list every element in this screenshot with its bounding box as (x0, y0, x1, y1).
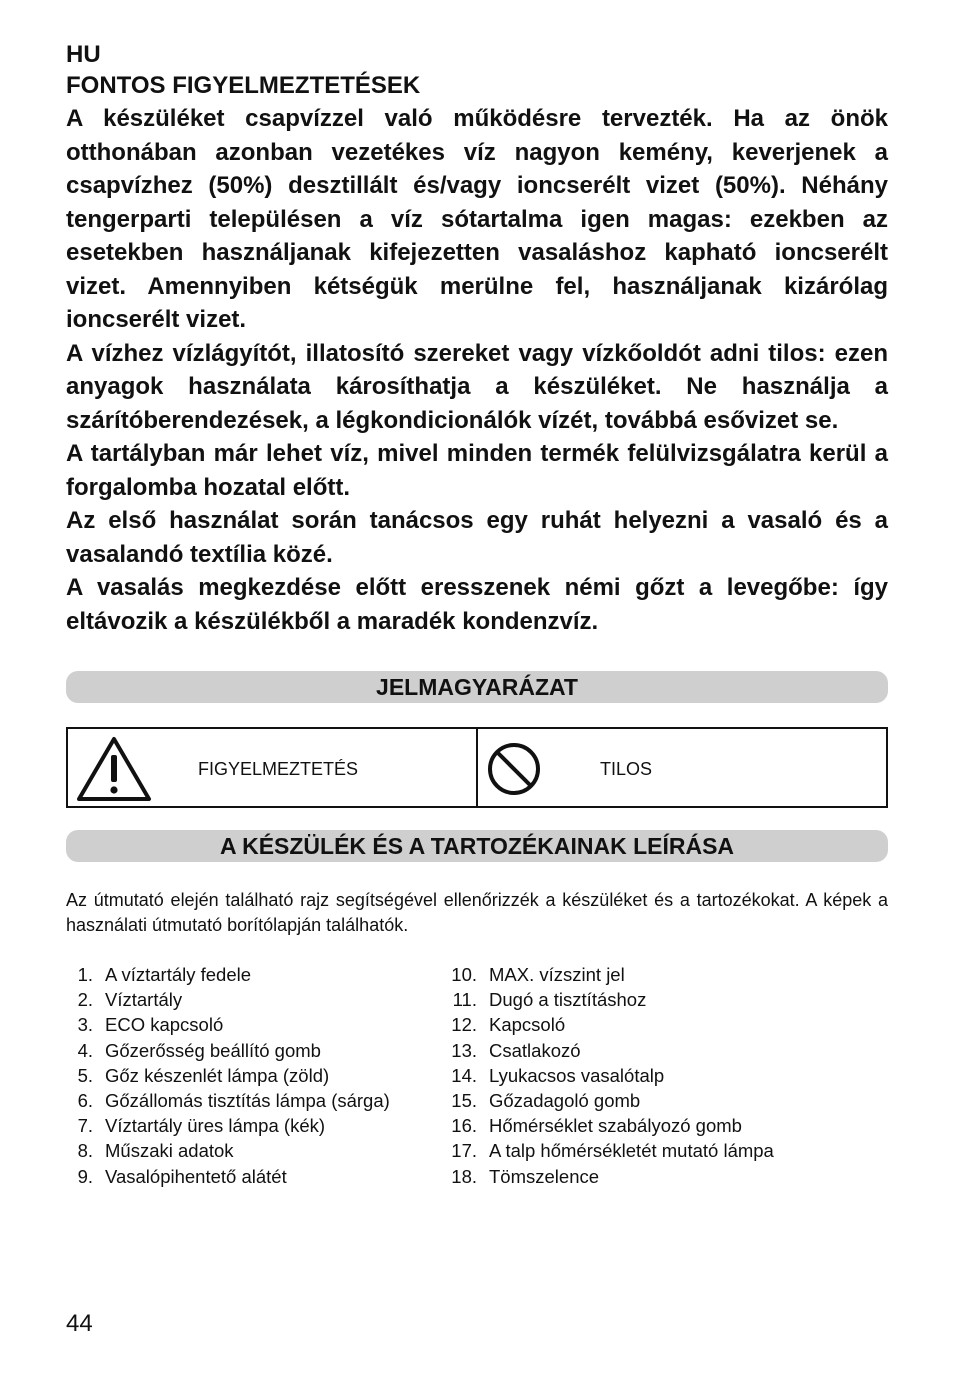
language-code: HU (66, 41, 101, 68)
list-item (66, 1164, 441, 1189)
parts-list (66, 962, 888, 1189)
list-item (441, 1012, 774, 1037)
item-label: Víztartály üres lámpa (kék) (105, 1115, 326, 1137)
list-item (66, 987, 441, 1012)
item-label: Lyukacsos vasalótalp (489, 1064, 665, 1086)
item-label: Vasalópihentető alátét (105, 1165, 287, 1187)
list-item (66, 1088, 441, 1113)
page-number: 44 (66, 1310, 93, 1337)
item-label: Dugó a tisztításhoz (489, 989, 647, 1011)
list-item (66, 1038, 441, 1063)
list-item (66, 962, 441, 987)
item-label: Gőzadagoló gomb (489, 1090, 641, 1112)
legend-title: JELMAGYARÁZAT (376, 673, 578, 700)
description-title-bar (66, 830, 888, 862)
item-label: Műszaki adatok (105, 1140, 234, 1162)
warning-label: FIGYELMEZTETÉS (198, 759, 359, 779)
legend-cell-warning (68, 729, 476, 806)
item-number: 10. (451, 964, 477, 985)
page-content (66, 40, 888, 1189)
warning-paragraph: A készüléket csapvízzel való működésre tervezték. Ha az önök otthonában azonban vezetékes víz nagyon kemény, keverjenek a csapvízhez (50%) desztillált és/vagy ioncserélt vizet (50%). Néhány tengerparti településen a víz sótartalma igen magas: ezekben az esetekben használjanak kifejezetten vasaláshoz kapható ioncserélt vizet. Amennyiben kétségük merülne fel, használjanak kizárólag ioncserélt vizet. (66, 105, 888, 333)
list-item (441, 987, 774, 1012)
item-label: Gőz készenlét lámpa (zöld) (105, 1064, 330, 1086)
item-label: MAX. vízszint jel (489, 964, 625, 985)
list-item (66, 1138, 441, 1163)
prohibited-icon (486, 741, 542, 797)
warning-paragraph: A vízhez vízlágyítót, illatosító szereket vagy vízkőoldót adni tilos: ezen anyagok használata károsíthatja a készüléket. Ne használja a szárítóberendezések, a légkondicionálók vízét, továbbá esővizet se. (66, 339, 888, 434)
legend-cell-forbidden (476, 729, 886, 806)
list-item (441, 1088, 774, 1113)
list-item (441, 1138, 774, 1163)
item-number: 1. (77, 964, 93, 985)
description-intro: Az útmutató elején található rajz segítségével ellenőrizzék a készüléket és a tartozékokat. A képek a használati útmutató borítólapján találhatók. (66, 890, 888, 935)
item-number: 11. (452, 989, 477, 1011)
list-item (66, 1063, 441, 1088)
item-label: Kapcsoló (489, 1014, 566, 1036)
list-item (66, 1012, 441, 1037)
item-label: A víztartály fedele (105, 964, 252, 985)
warning-paragraph: A tartályban már lehet víz, mivel minden termék felülvizsgálatra kerül a forgalomba hozatal előtt. (66, 440, 888, 501)
item-label: Víztartály (105, 989, 183, 1011)
list-item (441, 962, 774, 987)
item-number: 9. (77, 1165, 93, 1187)
list-item (66, 1113, 441, 1138)
warning-triangle-icon (76, 735, 152, 803)
list-item (441, 1063, 774, 1088)
item-number: 3. (77, 1014, 93, 1036)
warning-paragraph: A vasalás megkezdése előtt eresszenek némi gőzt a levegőbe: így eltávozik a készülékből a maradék kondenzvíz. (66, 574, 888, 635)
list-item (441, 1113, 774, 1138)
item-number: 13. (451, 1039, 477, 1061)
item-label: Gőzerősség beállító gomb (105, 1039, 321, 1061)
item-number: 15. (451, 1090, 477, 1112)
item-number: 14. (451, 1064, 477, 1086)
item-label: Gőzállomás tisztítás lámpa (sárga) (105, 1090, 390, 1112)
item-number: 6. (77, 1090, 93, 1112)
parts-list-right (441, 962, 774, 1189)
description-title: A KÉSZÜLÉK ÉS A TARTOZÉKAINAK LEÍRÁSA (219, 832, 735, 859)
warning-paragraph: Az első használat során tanácsos egy ruhát helyezni a vasaló és a vasalandó textília közé. (66, 507, 888, 568)
item-number: 5. (77, 1064, 93, 1086)
item-label: ECO kapcsoló (105, 1014, 224, 1036)
warnings-heading: FONTOS FIGYELMEZTETÉSEK (66, 72, 421, 99)
parts-list-left (66, 962, 441, 1189)
item-label: Csatlakozó (489, 1039, 581, 1061)
legend-table (66, 727, 888, 808)
list-item (441, 1038, 774, 1063)
item-number: 12. (451, 1014, 477, 1036)
item-number: 8. (77, 1140, 93, 1162)
forbidden-label: TILOS (600, 759, 653, 779)
item-label: A talp hőmérsékletét mutató lámpa (489, 1140, 774, 1162)
item-label: Hőmérséklet szabályozó gomb (489, 1115, 742, 1137)
item-number: 4. (77, 1039, 93, 1061)
list-item (441, 1164, 774, 1189)
item-number: 17. (451, 1140, 477, 1162)
item-number: 2. (77, 989, 93, 1011)
item-number: 7. (77, 1115, 93, 1137)
item-label: Tömszelence (489, 1165, 600, 1187)
legend-title-bar (66, 671, 888, 703)
item-number: 18. (451, 1165, 477, 1187)
item-number: 16. (451, 1115, 477, 1137)
